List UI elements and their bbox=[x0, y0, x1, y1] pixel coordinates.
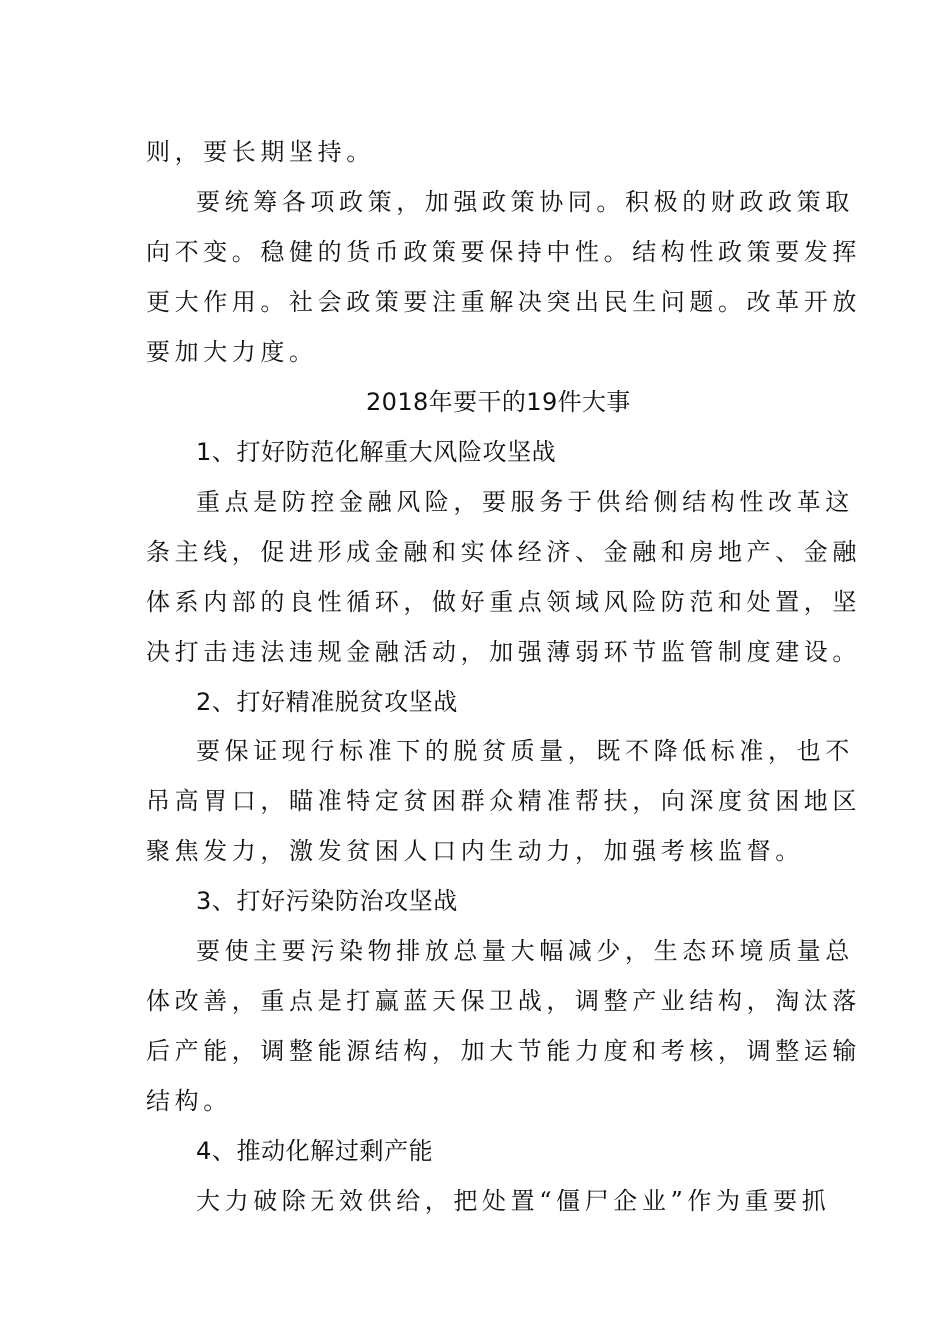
paragraph-line: 体系内部的良性循环，做好重点领域风险防范和处置，坚 bbox=[146, 588, 861, 616]
section-title: 2018年要干的19件大事 bbox=[366, 388, 631, 416]
paragraph-line: 吊高胃口，瞄准特定贫困群众精准帮扶，向深度贫困地区 bbox=[146, 787, 861, 815]
paragraph-line: 向不变。稳健的货币政策要保持中性。结构性政策要发挥 bbox=[146, 238, 861, 266]
paragraph-line: 体改善，重点是打赢蓝天保卫战，调整产业结构，淘汰落 bbox=[146, 987, 861, 1015]
paragraph-line: 结构。 bbox=[146, 1087, 232, 1115]
item-heading: 2、打好精准脱贫攻坚战 bbox=[196, 688, 458, 716]
paragraph-line: 要统筹各项政策，加强政策协同。积极的财政政策取 bbox=[196, 188, 854, 216]
paragraph-line: 大力破除无效供给，把处置“僵尸企业”作为重要抓 bbox=[196, 1187, 831, 1215]
paragraph-line: 要使主要污染物排放总量大幅减少，生态环境质量总 bbox=[196, 937, 854, 965]
paragraph-line: 要保证现行标准下的脱贫质量，既不降低标准，也不 bbox=[196, 737, 854, 765]
item-heading: 4、推动化解过剩产能 bbox=[196, 1137, 434, 1165]
paragraph-line: 条主线，促进形成金融和实体经济、金融和房地产、金融 bbox=[146, 538, 861, 566]
paragraph-line: 重点是防控金融风险，要服务于供给侧结构性改革这 bbox=[196, 488, 854, 516]
paragraph-line: 更大作用。社会政策要注重解决突出民生问题。改革开放 bbox=[146, 288, 861, 316]
paragraph-line: 要加大力度。 bbox=[146, 338, 318, 366]
paragraph-line: 后产能，调整能源结构，加大节能力度和考核，调整运输 bbox=[146, 1037, 861, 1065]
item-heading: 3、打好污染防治攻坚战 bbox=[196, 887, 458, 915]
paragraph-line: 决打击违法违规金融活动，加强薄弱环节监管制度建设。 bbox=[146, 638, 861, 666]
paragraph-line: 则，要长期坚持。 bbox=[146, 138, 375, 166]
item-heading: 1、打好防范化解重大风险攻坚战 bbox=[196, 438, 557, 466]
paragraph-line: 聚焦发力，激发贫困人口内生动力，加强考核监督。 bbox=[146, 837, 804, 865]
